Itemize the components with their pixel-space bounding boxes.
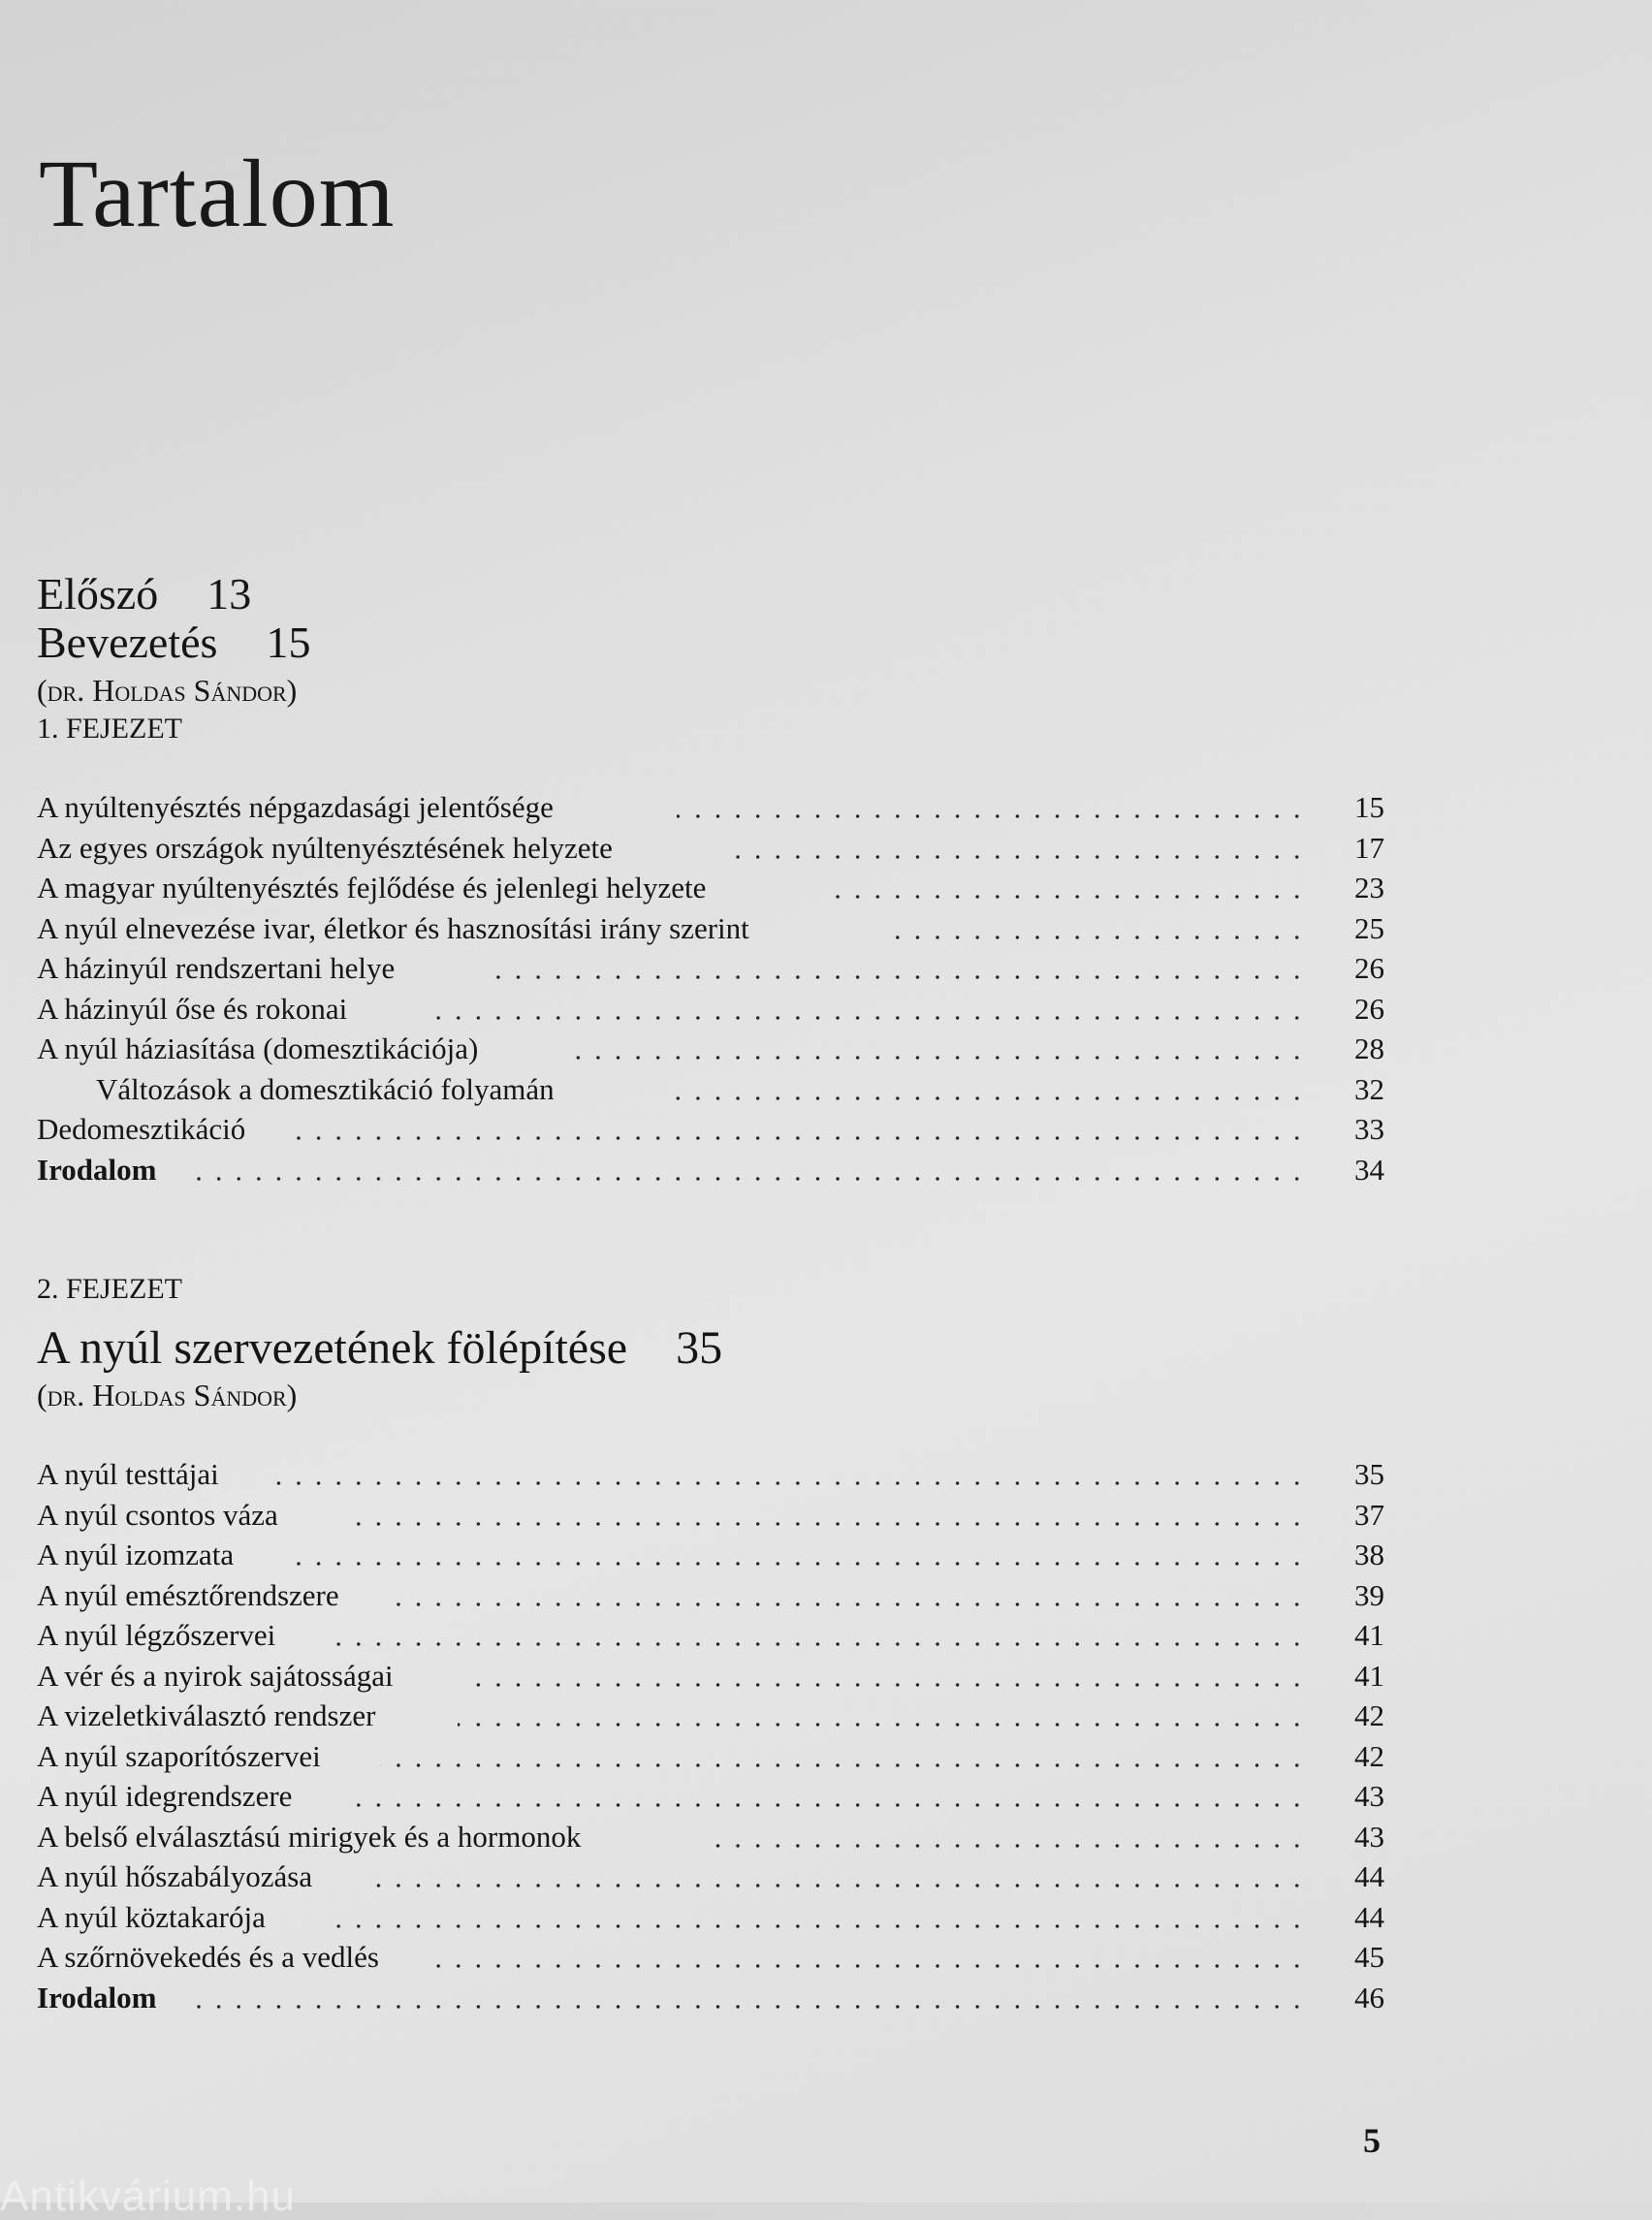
chapter2-label: 2. FEJEZET (37, 1273, 182, 1305)
toc-row (37, 787, 1384, 828)
toc-row-page: 26 (1354, 951, 1384, 985)
chapter1-label: 1. FEJEZET (37, 713, 182, 745)
toc-row-page: 25 (1354, 910, 1384, 945)
toc-row-page: 46 (1354, 1980, 1384, 2014)
introduction-page: 15 (266, 618, 311, 667)
toc-row-label: A nyúl elnevezése ivar, életkor és hasznosítási irány szerint (37, 910, 749, 945)
toc-row (37, 1069, 1384, 1110)
toc-row (37, 868, 1384, 908)
page-number: 5 (1363, 2121, 1381, 2160)
toc-row-label: A házinyúl őse és rokonai (37, 991, 348, 1026)
toc-row-label: Az egyes országok nyúltenyésztésének helyzete (37, 830, 613, 865)
toc-row-page: 35 (1354, 1457, 1384, 1491)
toc-row-label: A nyúl izomzata (37, 1538, 235, 1571)
toc-row (37, 1109, 1384, 1150)
toc-row-label: A házinyúl rendszertani helye (37, 951, 396, 985)
toc-row (37, 1495, 1384, 1536)
watermark-text: Antikvárium.hu (0, 2172, 297, 2220)
chapter1-toc-list (37, 787, 1384, 1189)
toc-row (37, 989, 1384, 1030)
toc-row-page: 17 (1354, 830, 1384, 865)
toc-row (37, 948, 1384, 989)
foreword-page: 13 (206, 569, 252, 618)
toc-row (37, 1736, 1384, 1777)
dot-leader (334, 1924, 1307, 1928)
page-title: Tartalom (39, 140, 396, 247)
chapter2-author: (dr. Holdas Sándor) (37, 1378, 298, 1412)
toc-row-page: 44 (1354, 1899, 1384, 1934)
dot-leader (372, 1884, 1307, 1887)
dot-leader (677, 814, 1307, 818)
toc-row (37, 1817, 1384, 1857)
toc-row-page: 23 (1354, 871, 1384, 904)
foreword-label: Előszó (37, 569, 159, 618)
toc-row-page: 38 (1354, 1538, 1384, 1571)
toc-row-label: A nyúl testtájai (37, 1457, 219, 1491)
toc-row-page: 42 (1354, 1738, 1384, 1773)
toc-row-page: 37 (1354, 1497, 1384, 1532)
dot-leader (295, 1562, 1307, 1566)
toc-entry-introduction (37, 620, 310, 665)
toc-row-label: A szőrnövekedés és a vedlés (37, 1940, 379, 1974)
toc-row-page: 32 (1354, 1071, 1384, 1106)
toc-row-page: 43 (1354, 1779, 1384, 1813)
toc-row-page: 41 (1354, 1658, 1384, 1693)
toc-row-label: Változások a domesztikáció folyamán (96, 1071, 555, 1106)
dot-leader (892, 936, 1307, 939)
toc-row-label: A nyúltenyésztés népgazdasági jelentősége (37, 790, 554, 824)
toc-row-page: 41 (1354, 1618, 1384, 1652)
toc-row-label: A nyúl háziasítása (domesztikációja) (37, 1031, 479, 1065)
chapter2-heading (37, 1322, 723, 1374)
toc-row-label: A nyúl szaporítószervei (37, 1738, 321, 1773)
chapter1-author: (dr. Holdas Sándor) (37, 673, 298, 708)
toc-row-page: 15 (1354, 790, 1384, 824)
dot-leader (194, 2005, 1307, 2009)
toc-entry-foreword (37, 569, 252, 618)
dot-leader (834, 895, 1307, 899)
toc-row (37, 1150, 1384, 1190)
toc-row (37, 1856, 1384, 1897)
toc-row-label: A nyúl csontos váza (37, 1497, 278, 1532)
toc-row-label: A nyúl idegrendszere (37, 1779, 293, 1813)
toc-row-page: 34 (1354, 1152, 1384, 1187)
dot-leader (334, 1642, 1307, 1646)
dot-leader (458, 1723, 1307, 1727)
dot-leader (392, 1602, 1307, 1606)
toc-row-page: 42 (1354, 1698, 1384, 1732)
toc-row-page: 45 (1354, 1940, 1384, 1974)
toc-row-page: 44 (1354, 1859, 1384, 1893)
toc-row (37, 1978, 1384, 2018)
toc-row-label: A nyúl emésztőrendszere (37, 1577, 339, 1612)
dot-leader (432, 1016, 1307, 1020)
toc-row (37, 1575, 1384, 1616)
toc-row-label: A nyúl légzőszervei (37, 1618, 276, 1652)
toc-row (37, 908, 1384, 949)
toc-row-page: 43 (1354, 1819, 1384, 1854)
introduction-label: Bevezetés (37, 618, 218, 667)
toc-row (37, 1029, 1384, 1069)
toc-row (37, 1535, 1384, 1575)
dot-leader (733, 855, 1307, 859)
chapter2-page: 35 (676, 1322, 723, 1374)
toc-row-label: A belső elválasztású mirigyek és a hormonok (37, 1819, 582, 1854)
chapter2-title: A nyúl szervezetének fölépítése (37, 1322, 628, 1374)
toc-row-page: 33 (1354, 1112, 1384, 1146)
toc-row (37, 828, 1384, 869)
dot-leader (430, 1964, 1307, 1968)
toc-row (37, 1454, 1384, 1495)
dot-leader (353, 1803, 1307, 1807)
dot-leader (353, 1522, 1307, 1526)
toc-row (37, 1615, 1384, 1656)
dot-leader (271, 1481, 1307, 1485)
toc-row-label: Dedomesztikáció (37, 1112, 246, 1146)
dot-leader (194, 1177, 1307, 1181)
dot-leader (570, 1056, 1307, 1060)
toc-row (37, 1776, 1384, 1817)
toc-row-label: A nyúl hőszabályozása (37, 1859, 313, 1893)
dot-leader (673, 1096, 1307, 1100)
dot-leader (473, 1683, 1307, 1687)
dot-leader (380, 1763, 1307, 1767)
toc-row-page: 26 (1354, 991, 1384, 1026)
toc-row (37, 1937, 1384, 1978)
toc-row (37, 1897, 1384, 1938)
toc-row-label: A magyar nyúltenyésztés fejlődése és jelenlegi helyzete (37, 871, 707, 904)
toc-row-label: A vizeletkiválasztó rendszer (37, 1698, 376, 1732)
dot-leader (706, 1844, 1307, 1848)
toc-row (37, 1696, 1384, 1736)
toc-row-label: A nyúl köztakarója (37, 1899, 266, 1934)
dot-leader (295, 1136, 1307, 1140)
toc-row-label: Irodalom (37, 1152, 157, 1187)
dot-leader (492, 975, 1307, 979)
toc-row (37, 1656, 1384, 1697)
toc-row-label: Irodalom (37, 1980, 157, 2014)
toc-row-page: 28 (1354, 1031, 1384, 1065)
toc-row-label: A vér és a nyirok sajátosságai (37, 1658, 394, 1693)
toc-row-page: 39 (1354, 1577, 1384, 1612)
chapter2-toc-list (37, 1454, 1384, 2017)
